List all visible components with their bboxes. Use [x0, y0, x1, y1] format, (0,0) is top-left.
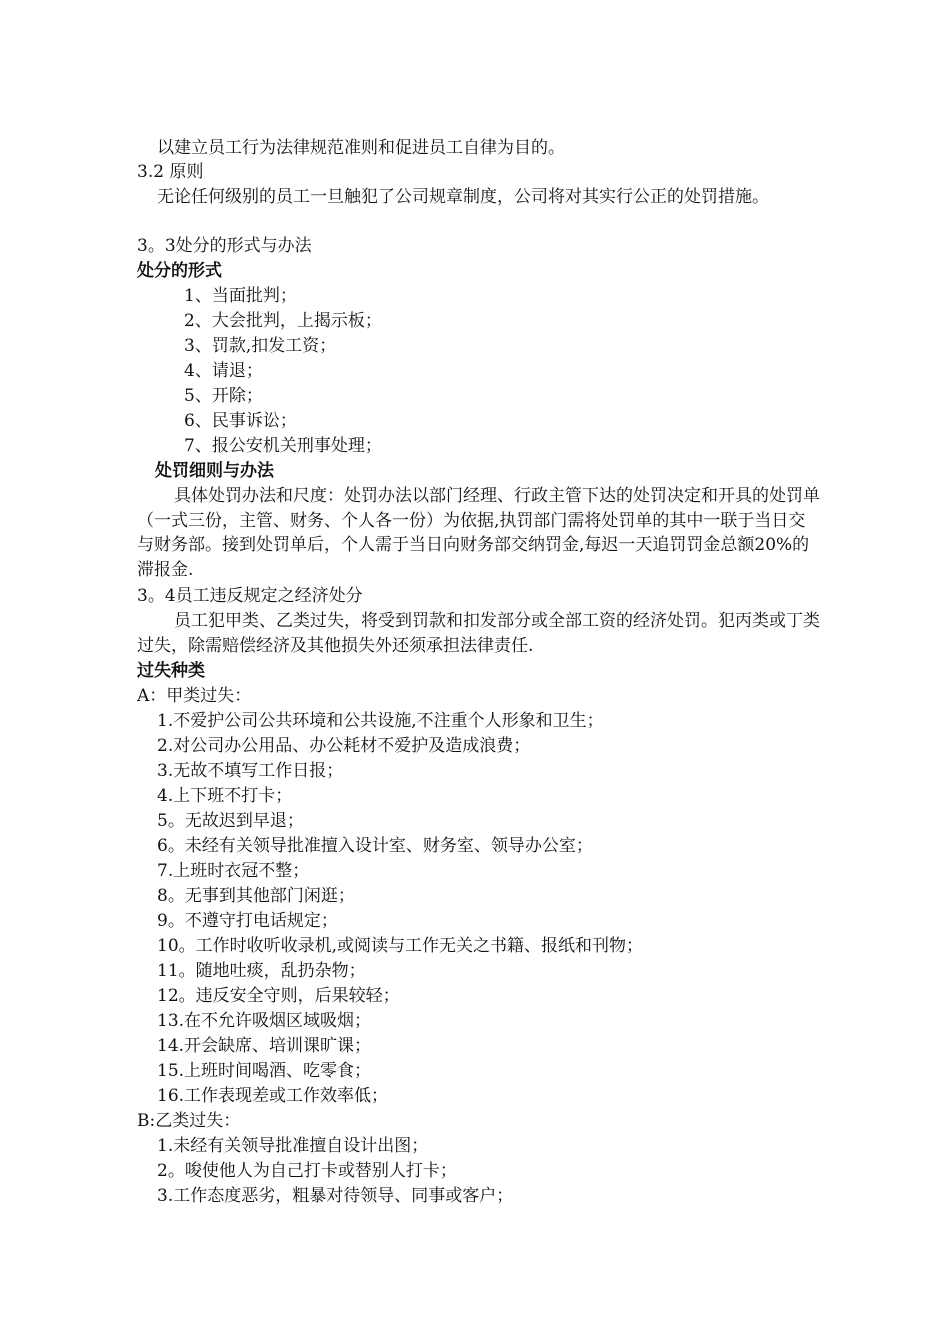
- list-item: 7.上班时衣冠不整；: [157, 861, 310, 881]
- list-item: 11。随地吐痰，乱扔杂物；: [157, 961, 366, 981]
- forms-heading: 处分的形式: [137, 261, 222, 281]
- form-item: 4、请退；: [184, 361, 263, 381]
- category-a-title: A：甲类过失：: [137, 686, 252, 706]
- list-item: 1.不爱护公司公共环境和公共设施,不注重个人形象和卫生；: [157, 711, 604, 731]
- list-item: 6。未经有关领导批准擅入设计室、财务室、领导办公室；: [157, 836, 593, 856]
- form-item: 7、报公安机关刑事处理；: [184, 436, 382, 456]
- list-item: 15.上班时间喝酒、吃零食；: [157, 1061, 372, 1081]
- section-3-2-text: 无论任何级别的员工一旦触犯了公司规章制度，公司将对其实行公正的处罚措施。: [157, 187, 769, 207]
- category-b-title: B:乙类过失：: [137, 1111, 241, 1131]
- list-item: 9。不遵守打电话规定；: [157, 911, 338, 931]
- list-item: 14.开会缺席、培训课旷课；: [157, 1036, 372, 1056]
- list-item: 16.工作表现差或工作效率低；: [157, 1086, 389, 1106]
- rules-text: 具体处罚办法和尺度：处罚办法以部门经理、行政主管下达的处罚决定和开具的处罚单（一式三份，主管、财务、个人各一份）为依据,执罚部门需将处罚单的其中一联于当日交与财务部。接到处罚单后，个人需于当日向财务部交纳罚金,每迟一天追罚罚金总额20%的滞报金.: [137, 486, 820, 580]
- form-item: 1、当面批判；: [184, 286, 297, 306]
- form-item: 6、民事诉讼；: [184, 411, 297, 431]
- list-item: 2。唆使他人为自己打卡或替别人打卡；: [157, 1161, 457, 1181]
- list-item: 3.无故不填写工作日报；: [157, 761, 344, 781]
- list-item: 4.上下班不打卡；: [157, 786, 293, 806]
- list-item: 2.对公司办公用品、办公耗材不爱护及造成浪费；: [157, 736, 531, 756]
- list-item: 12。违反安全守则，后果较轻；: [157, 986, 400, 1006]
- list-item: 8。无事到其他部门闲逛；: [157, 886, 355, 906]
- rules-heading: 处罚细则与办法: [155, 461, 274, 481]
- list-item: 13.在不允许吸烟区域吸烟；: [157, 1011, 372, 1031]
- form-item: 5、开除；: [184, 386, 263, 406]
- section-3-2-title: 3.2 原则: [137, 162, 204, 182]
- list-item: 5。无故迟到早退；: [157, 811, 304, 831]
- list-item: 1.未经有关领导批准擅自设计出图；: [157, 1136, 429, 1156]
- section-3-3-title: 3。3处分的形式与办法: [137, 236, 312, 256]
- list-item: 10。工作时收听收录机,或阅读与工作无关之书籍、报纸和刊物；: [157, 936, 644, 956]
- section-3-4-title: 3。4员工违反规定之经济处分: [137, 586, 363, 606]
- intro-line: 以建立员工行为法律规范准则和促进员工自律为目的。: [157, 138, 565, 158]
- form-item: 2、大会批判，上揭示板；: [184, 311, 382, 331]
- section-3-4-text: 员工犯甲类、乙类过失，将受到罚款和扣发部分或全部工资的经济处罚。犯丙类或丁类过失，除需赔偿经济及其他损失外还须承担法律责任.: [137, 611, 820, 656]
- list-item: 3.工作态度恶劣，粗暴对待领导、同事或客户；: [157, 1186, 514, 1206]
- faults-heading: 过失种类: [137, 661, 205, 681]
- form-item: 3、罚款,扣发工资；: [184, 336, 337, 356]
